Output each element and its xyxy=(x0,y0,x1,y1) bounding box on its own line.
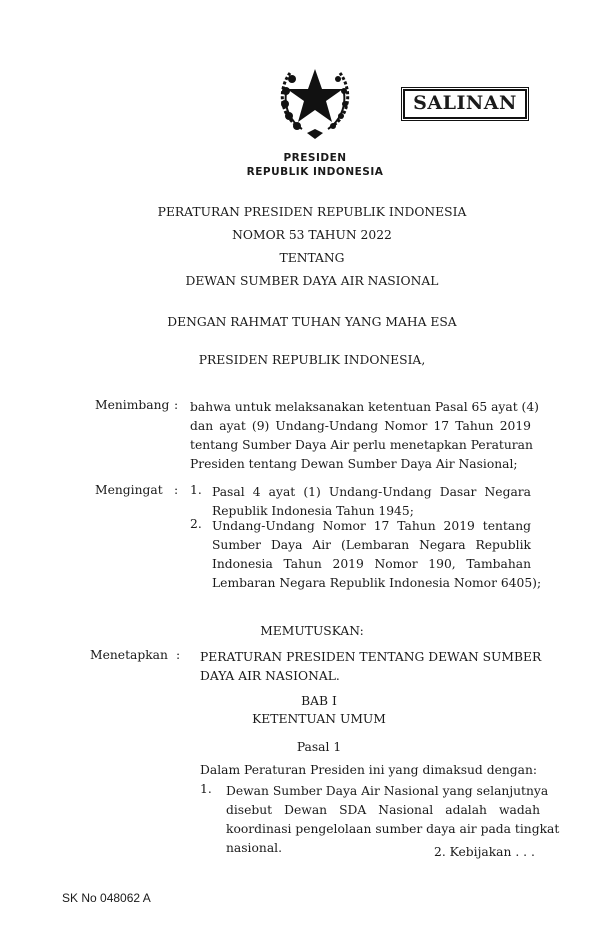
document-code: SK No 048062 A xyxy=(62,891,151,905)
definition-line: Dewan Sumber Daya Air Nasional yang selanjutnya xyxy=(226,784,549,798)
presiden-label: PRESIDEN xyxy=(283,152,347,164)
regulation-subject: DEWAN SUMBER DAYA AIR NASIONAL xyxy=(185,274,439,288)
definition-line: nasional. xyxy=(226,841,282,855)
menimbang-line: bahwa untuk melaksanakan ketentuan Pasal 65 ayat (4) xyxy=(190,400,539,414)
menimbang-text xyxy=(190,398,539,474)
menimbang-line: tentang Sumber Daya Air perlu menetapkan Peraturan xyxy=(190,438,533,452)
presiden-republik-line: PRESIDEN REPUBLIK INDONESIA, xyxy=(198,353,426,367)
mengingat-colon: : xyxy=(174,483,179,497)
menetapkan-colon: : xyxy=(176,648,181,662)
definition-item-1-number: 1. xyxy=(200,782,212,796)
mengingat-item-1-line: Republik Indonesia Tahun 1945; xyxy=(212,504,414,518)
menimbang-label: Menimbang xyxy=(95,398,170,412)
salinan-stamp: SALINAN xyxy=(403,89,527,119)
pasal-title: Pasal 1 xyxy=(296,740,342,754)
mengingat-item-2 xyxy=(212,517,542,593)
pasal-intro: Dalam Peraturan Presiden ini yang dimaksud dengan: xyxy=(200,763,538,777)
bab-number: BAB I xyxy=(301,694,337,708)
menetapkan-label: Menetapkan xyxy=(90,648,168,662)
mengingat-item-1-number: 1. xyxy=(190,483,202,497)
mengingat-item-2-line: Lembaran Negara Republik Indonesia Nomor 6405); xyxy=(212,576,542,590)
regulation-number: NOMOR 53 TAHUN 2022 xyxy=(232,228,392,242)
mengingat-label: Mengingat xyxy=(95,483,163,497)
mengingat-item-2-line: Indonesia Tahun 2019 Nomor 190, Tambahan xyxy=(212,557,531,571)
memutuskan-heading: MEMUTUSKAN: xyxy=(260,624,364,638)
menetapkan-text xyxy=(200,648,542,686)
mengingat-item-2-number: 2. xyxy=(190,517,202,531)
menimbang-line: Presiden tentang Dewan Sumber Daya Air Nasional; xyxy=(190,457,518,471)
mengingat-item-1 xyxy=(212,483,531,521)
menetapkan-line: DAYA AIR NASIONAL. xyxy=(200,669,340,683)
mengingat-item-2-line: Undang-Undang Nomor 17 Tahun 2019 tentang xyxy=(212,519,531,533)
continuation-note: 2. Kebijakan . . . xyxy=(434,845,535,859)
bab-title: KETENTUAN UMUM xyxy=(252,712,386,726)
rahmat-line: DENGAN RAHMAT TUHAN YANG MAHA ESA xyxy=(167,315,457,329)
definition-line: disebut Dewan SDA Nasional adalah wadah xyxy=(226,803,540,817)
mengingat-item-1-line: Pasal 4 ayat (1) Undang-Undang Dasar Negara xyxy=(212,485,531,499)
regulation-title: PERATURAN PRESIDEN REPUBLIK INDONESIA xyxy=(157,205,467,219)
presidential-emblem-icon xyxy=(272,55,358,141)
definition-line: koordinasi pengelolaan sumber daya air pada tingkat xyxy=(226,822,560,836)
menetapkan-line: PERATURAN PRESIDEN TENTANG DEWAN SUMBER xyxy=(200,650,542,664)
menimbang-line: dan ayat (9) Undang-Undang Nomor 17 Tahun 2019 xyxy=(190,419,531,433)
republik-indonesia-label: REPUBLIK INDONESIA xyxy=(246,166,384,178)
mengingat-item-2-line: Sumber Daya Air (Lembaran Negara Republik xyxy=(212,538,531,552)
menimbang-colon: : xyxy=(174,398,179,412)
tentang-label: TENTANG xyxy=(279,251,345,265)
